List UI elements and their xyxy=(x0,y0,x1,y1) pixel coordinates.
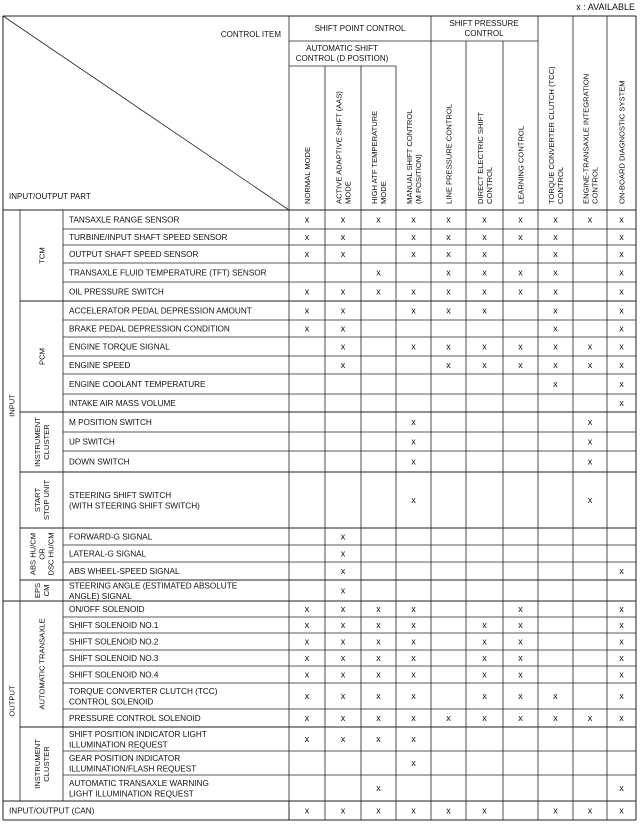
available-mark: x xyxy=(411,758,416,768)
available-mark: x xyxy=(587,360,593,370)
available-mark: x xyxy=(553,713,558,723)
column-heading-3: HIGH ATF TEMPERATURE xyxy=(370,110,379,204)
available-mark: x xyxy=(619,232,624,242)
available-mark: x xyxy=(446,341,451,352)
column-heading-4: (M POSITION) xyxy=(414,154,423,204)
row-label: SHIFT POSITION INDICATOR LIGHT xyxy=(69,729,207,739)
available-mark: x xyxy=(482,653,487,663)
available-mark: x xyxy=(340,249,346,259)
available-mark: x xyxy=(482,805,487,816)
group-label: STOP UNIT xyxy=(42,479,51,521)
group-label: START xyxy=(33,487,42,513)
shift-pressure-control-heading: CONTROL xyxy=(464,29,504,38)
available-mark: x xyxy=(304,214,310,225)
available-mark: x xyxy=(553,214,558,225)
row-label: STEERING SHIFT SWITCH xyxy=(69,490,172,500)
available-mark: x xyxy=(376,734,381,744)
available-mark: x xyxy=(587,341,593,352)
available-mark: x xyxy=(619,713,624,723)
shift-point-control-heading: SHIFT POINT CONTROL xyxy=(314,24,406,33)
header-diagonal xyxy=(3,16,289,210)
group-label: CLUSTER xyxy=(42,746,51,782)
column-heading-6: DIRECT ELECTRIC SHIFT xyxy=(476,112,485,204)
available-mark: x xyxy=(376,713,381,723)
available-mark: x xyxy=(411,214,416,225)
row-label: ON/OFF SOLENOID xyxy=(69,605,145,614)
available-mark: x xyxy=(340,585,346,596)
available-mark: x xyxy=(340,305,346,316)
legend: x : AVAILABLE xyxy=(576,2,635,12)
available-mark: x xyxy=(411,232,416,242)
available-mark: x xyxy=(446,232,451,242)
available-mark: x xyxy=(518,232,523,242)
column-heading-2: ACTIVE ADAPTIVE SHIFT (AAS) xyxy=(334,91,344,204)
row-label: ENGINE COOLANT TEMPERATURE xyxy=(69,380,206,389)
available-mark: x xyxy=(376,286,381,297)
column-heading-5: LINE PRESSURE CONTROL xyxy=(444,103,454,204)
available-mark: x xyxy=(340,604,346,614)
available-mark: x xyxy=(304,249,310,259)
available-mark: x xyxy=(411,286,416,297)
available-mark: x xyxy=(304,713,310,723)
available-mark: x xyxy=(619,360,624,370)
available-mark: x xyxy=(619,379,624,389)
column-heading-9: ENGINE-TRANSAXLE INTEGRATION xyxy=(581,73,591,204)
group-label: DSC HU/CM xyxy=(46,532,56,576)
available-mark: x xyxy=(446,360,451,370)
row-label: SHIFT SOLENOID NO.3 xyxy=(69,654,159,663)
available-mark: x xyxy=(304,734,310,744)
available-mark: x xyxy=(587,436,593,447)
row-label: SHIFT SOLENOID NO.2 xyxy=(69,637,159,647)
available-mark: x xyxy=(518,669,523,680)
available-mark: x xyxy=(340,691,346,701)
available-mark: x xyxy=(518,341,523,352)
available-mark: x xyxy=(411,305,416,316)
available-mark: x xyxy=(340,286,346,297)
available-mark: x xyxy=(340,341,346,352)
column-heading-6: CONTROL xyxy=(485,166,494,204)
group-label: CLUSTER xyxy=(42,424,51,460)
available-mark: x xyxy=(304,604,310,614)
column-heading-8: TORQUE CONVERTER CLUTCH (TCC) xyxy=(547,66,556,204)
available-mark: x xyxy=(304,653,310,663)
available-mark: x xyxy=(619,653,624,663)
available-mark: x xyxy=(518,214,523,225)
available-mark: x xyxy=(304,691,310,701)
row-label: TORQUE CONVERTER CLUTCH (TCC) xyxy=(69,686,218,696)
automatic-shift-control-heading: AUTOMATIC SHIFT xyxy=(306,44,378,53)
available-mark: x xyxy=(482,713,487,723)
available-mark: x xyxy=(482,636,487,647)
row-label: TRANSAXLE FLUID TEMPERATURE (TFT) SENSOR xyxy=(69,268,267,278)
available-mark: x xyxy=(553,691,558,701)
column-heading-8: CONTROL xyxy=(556,166,565,204)
available-mark: x xyxy=(446,286,451,297)
available-mark: x xyxy=(376,620,381,630)
available-mark: x xyxy=(553,323,558,334)
available-mark: x xyxy=(446,805,451,816)
row-label: ENGINE SPEED xyxy=(69,361,131,370)
table-text xyxy=(8,19,627,816)
available-mark: x xyxy=(304,305,310,316)
available-mark: x xyxy=(340,531,346,542)
available-mark: x xyxy=(411,713,416,723)
row-label: TURBINE/INPUT SHAFT SPEED SENSOR xyxy=(69,233,228,242)
available-mark: x xyxy=(304,232,310,242)
available-mark: x xyxy=(587,713,593,723)
available-mark: x xyxy=(340,805,346,816)
available-mark: x xyxy=(619,669,624,680)
available-mark: x xyxy=(411,620,416,630)
available-mark: x xyxy=(411,669,416,680)
available-mark: x xyxy=(619,566,624,576)
available-mark: x xyxy=(482,267,487,278)
group-label: INSTRUMENT xyxy=(33,739,42,789)
can-row-label: INPUT/OUTPUT (CAN) xyxy=(9,806,95,816)
available-mark: x xyxy=(411,495,416,505)
available-mark: x xyxy=(619,783,624,793)
available-mark: x xyxy=(446,249,451,259)
available-mark: x xyxy=(304,805,310,816)
row-label: STEERING ANGLE (ESTIMATED ABSOLUTE xyxy=(69,581,238,591)
available-mark: x xyxy=(619,305,624,316)
row-label: TANSAXLE RANGE SENSOR xyxy=(69,215,180,225)
available-mark: x xyxy=(553,341,558,352)
available-mark: x xyxy=(518,636,523,647)
available-mark: x xyxy=(411,734,416,744)
available-mark: x xyxy=(446,267,451,278)
available-mark: x xyxy=(587,805,593,816)
available-mark: x xyxy=(340,214,346,225)
available-mark: x xyxy=(482,620,487,630)
available-mark: x xyxy=(553,249,558,259)
available-mark: x xyxy=(518,604,523,614)
shift-pressure-control-heading: SHIFT PRESSURE xyxy=(449,19,519,28)
available-mark: x xyxy=(518,691,523,701)
available-mark: x xyxy=(411,341,416,352)
available-mark: x xyxy=(619,323,624,334)
row-label: LATERAL-G SIGNAL xyxy=(69,549,147,559)
available-mark: x xyxy=(340,566,346,576)
available-mark: x xyxy=(376,783,381,793)
column-heading-2: MODE xyxy=(343,181,353,204)
group-label: TCM xyxy=(37,247,47,264)
available-mark: x xyxy=(446,713,451,723)
available-mark: x xyxy=(587,214,593,225)
available-mark: x xyxy=(518,620,523,630)
available-mark: x xyxy=(553,286,558,297)
available-mark: x xyxy=(619,214,624,225)
available-mark: x xyxy=(340,620,346,630)
available-mark: x xyxy=(376,669,381,680)
available-mark: x xyxy=(304,323,310,334)
available-mark: x xyxy=(619,604,624,614)
row-label: OIL PRESSURE SWITCH xyxy=(69,287,164,297)
available-mark: x xyxy=(518,360,523,370)
available-mark: x xyxy=(411,653,416,663)
row-label: LIGHT ILLUMINATION REQUEST xyxy=(69,789,194,799)
row-label: FORWARD-G SIGNAL xyxy=(69,532,153,542)
available-mark: x xyxy=(587,417,593,427)
available-mark: x xyxy=(619,267,624,278)
row-label: GEAR POSITION INDICATOR xyxy=(69,753,181,763)
available-mark: x xyxy=(619,620,624,630)
available-mark: x xyxy=(376,653,381,663)
available-mark: x xyxy=(553,232,558,242)
available-mark: x xyxy=(411,805,416,816)
available-mark: x xyxy=(304,669,310,680)
available-mark: x xyxy=(482,286,487,297)
available-mark: x xyxy=(482,305,487,316)
available-mark: x xyxy=(518,267,523,278)
group-label: PCM xyxy=(37,348,47,365)
available-mark: x xyxy=(553,267,558,278)
available-mark: x xyxy=(340,669,346,680)
column-heading-4: MANUAL SHIFT CONTROL xyxy=(405,109,414,204)
available-mark: x xyxy=(376,691,381,701)
available-mark: x xyxy=(553,360,558,370)
row-label: CONTROL SOLENOID xyxy=(69,697,154,707)
row-label: PRESSURE CONTROL SOLENOID xyxy=(69,714,201,723)
available-mark: x xyxy=(482,249,487,259)
automatic-shift-control-heading: CONTROL (D POSITION) xyxy=(295,54,389,63)
available-mark: x xyxy=(482,214,487,225)
available-mark: x xyxy=(411,691,416,701)
available-mark: x xyxy=(587,456,593,467)
available-mark: x xyxy=(376,805,381,816)
available-mark: x xyxy=(446,305,451,316)
column-heading-9: CONTROL xyxy=(590,166,600,204)
available-mark: x xyxy=(411,456,416,467)
available-mark: x xyxy=(411,417,416,427)
available-mark: x xyxy=(482,360,487,370)
available-mark: x xyxy=(619,805,624,816)
row-label: DOWN SWITCH xyxy=(69,457,130,467)
available-mark: x xyxy=(376,636,381,647)
group-label: ABS HU/CM xyxy=(28,532,38,576)
row-label: OUTPUT SHAFT SPEED SENSOR xyxy=(69,250,199,259)
available-mark: x xyxy=(619,691,624,701)
available-mark: x xyxy=(340,548,346,559)
row-label: INTAKE AIR MASS VOLUME xyxy=(69,399,176,408)
available-mark: x xyxy=(411,436,416,447)
row-label: M POSITION SWITCH xyxy=(69,418,152,427)
column-heading-3: MODE xyxy=(379,181,388,204)
group-label: AUTOMATIC TRANSAXLE xyxy=(37,618,47,710)
group-label: INSTRUMENT xyxy=(33,417,42,467)
section-label: INPUT xyxy=(7,394,17,417)
row-label: ANGLE) SIGNAL xyxy=(69,591,132,601)
available-mark: x xyxy=(553,805,558,816)
available-mark: x xyxy=(518,653,523,663)
available-mark: x xyxy=(340,734,346,744)
available-mark: x xyxy=(340,636,346,647)
available-mark: x xyxy=(340,323,346,334)
io-part-heading: INPUT/OUTPUT PART xyxy=(9,192,91,201)
column-heading-1: NORMAL MODE xyxy=(303,146,312,204)
group-label: CM xyxy=(42,584,51,597)
group-label: OR xyxy=(37,548,47,560)
available-mark: x xyxy=(482,691,487,701)
available-mark: x xyxy=(340,653,346,663)
row-label: UP SWITCH xyxy=(69,437,115,447)
available-mark: x xyxy=(619,286,624,297)
available-mark: x xyxy=(340,232,346,242)
row-label: BRAKE PEDAL DEPRESSION CONDITION xyxy=(69,324,230,334)
row-label: ENGINE TORQUE SIGNAL xyxy=(69,342,170,352)
row-label: (WITH STEERING SHIFT SWITCH) xyxy=(69,501,200,511)
available-mark: x xyxy=(619,636,624,647)
available-mark: x xyxy=(553,305,558,316)
row-label: AUTOMATIC TRANSAXLE WARNING xyxy=(69,778,209,788)
available-mark: x xyxy=(482,232,487,242)
available-mark: x xyxy=(376,267,381,278)
control-item-heading: CONTROL ITEM xyxy=(220,30,281,39)
available-mark: x xyxy=(340,713,346,723)
group-label: EPS xyxy=(33,582,42,599)
row-label: SHIFT SOLENOID NO.4 xyxy=(69,670,159,680)
available-mark: x xyxy=(518,713,523,723)
row-label: SHIFT SOLENOID NO.1 xyxy=(69,621,159,630)
available-mark: x xyxy=(376,214,381,225)
available-mark: x xyxy=(411,636,416,647)
available-mark: x xyxy=(376,604,381,614)
available-mark: x xyxy=(482,341,487,352)
available-mark: x xyxy=(619,398,624,408)
column-heading-10: ON-BOARD DIAGNOSTIC SYSTEM xyxy=(617,80,627,204)
row-label: ILLUMINATION/FLASH REQUEST xyxy=(69,764,197,774)
available-mark: x xyxy=(482,669,487,680)
available-mark: x xyxy=(619,341,624,352)
available-mark: x xyxy=(518,286,523,297)
row-label: ABS WHEEL-SPEED SIGNAL xyxy=(69,567,180,576)
available-mark: x xyxy=(304,620,310,630)
available-mark: x xyxy=(304,286,310,297)
available-mark: x xyxy=(304,636,310,647)
available-mark: x xyxy=(411,249,416,259)
available-mark: x xyxy=(587,495,593,505)
available-mark: x xyxy=(446,214,451,225)
section-label: OUTPUT xyxy=(7,685,17,717)
row-label: ACCELERATOR PEDAL DEPRESSION AMOUNT xyxy=(69,306,252,316)
row-label: ILLUMINATION REQUEST xyxy=(69,740,168,750)
available-mark: x xyxy=(340,360,346,370)
available-mark: x xyxy=(619,249,624,259)
column-heading-7: LEARNING CONTROL xyxy=(516,125,526,204)
available-mark: x xyxy=(411,604,416,614)
available-mark: x xyxy=(553,379,558,389)
